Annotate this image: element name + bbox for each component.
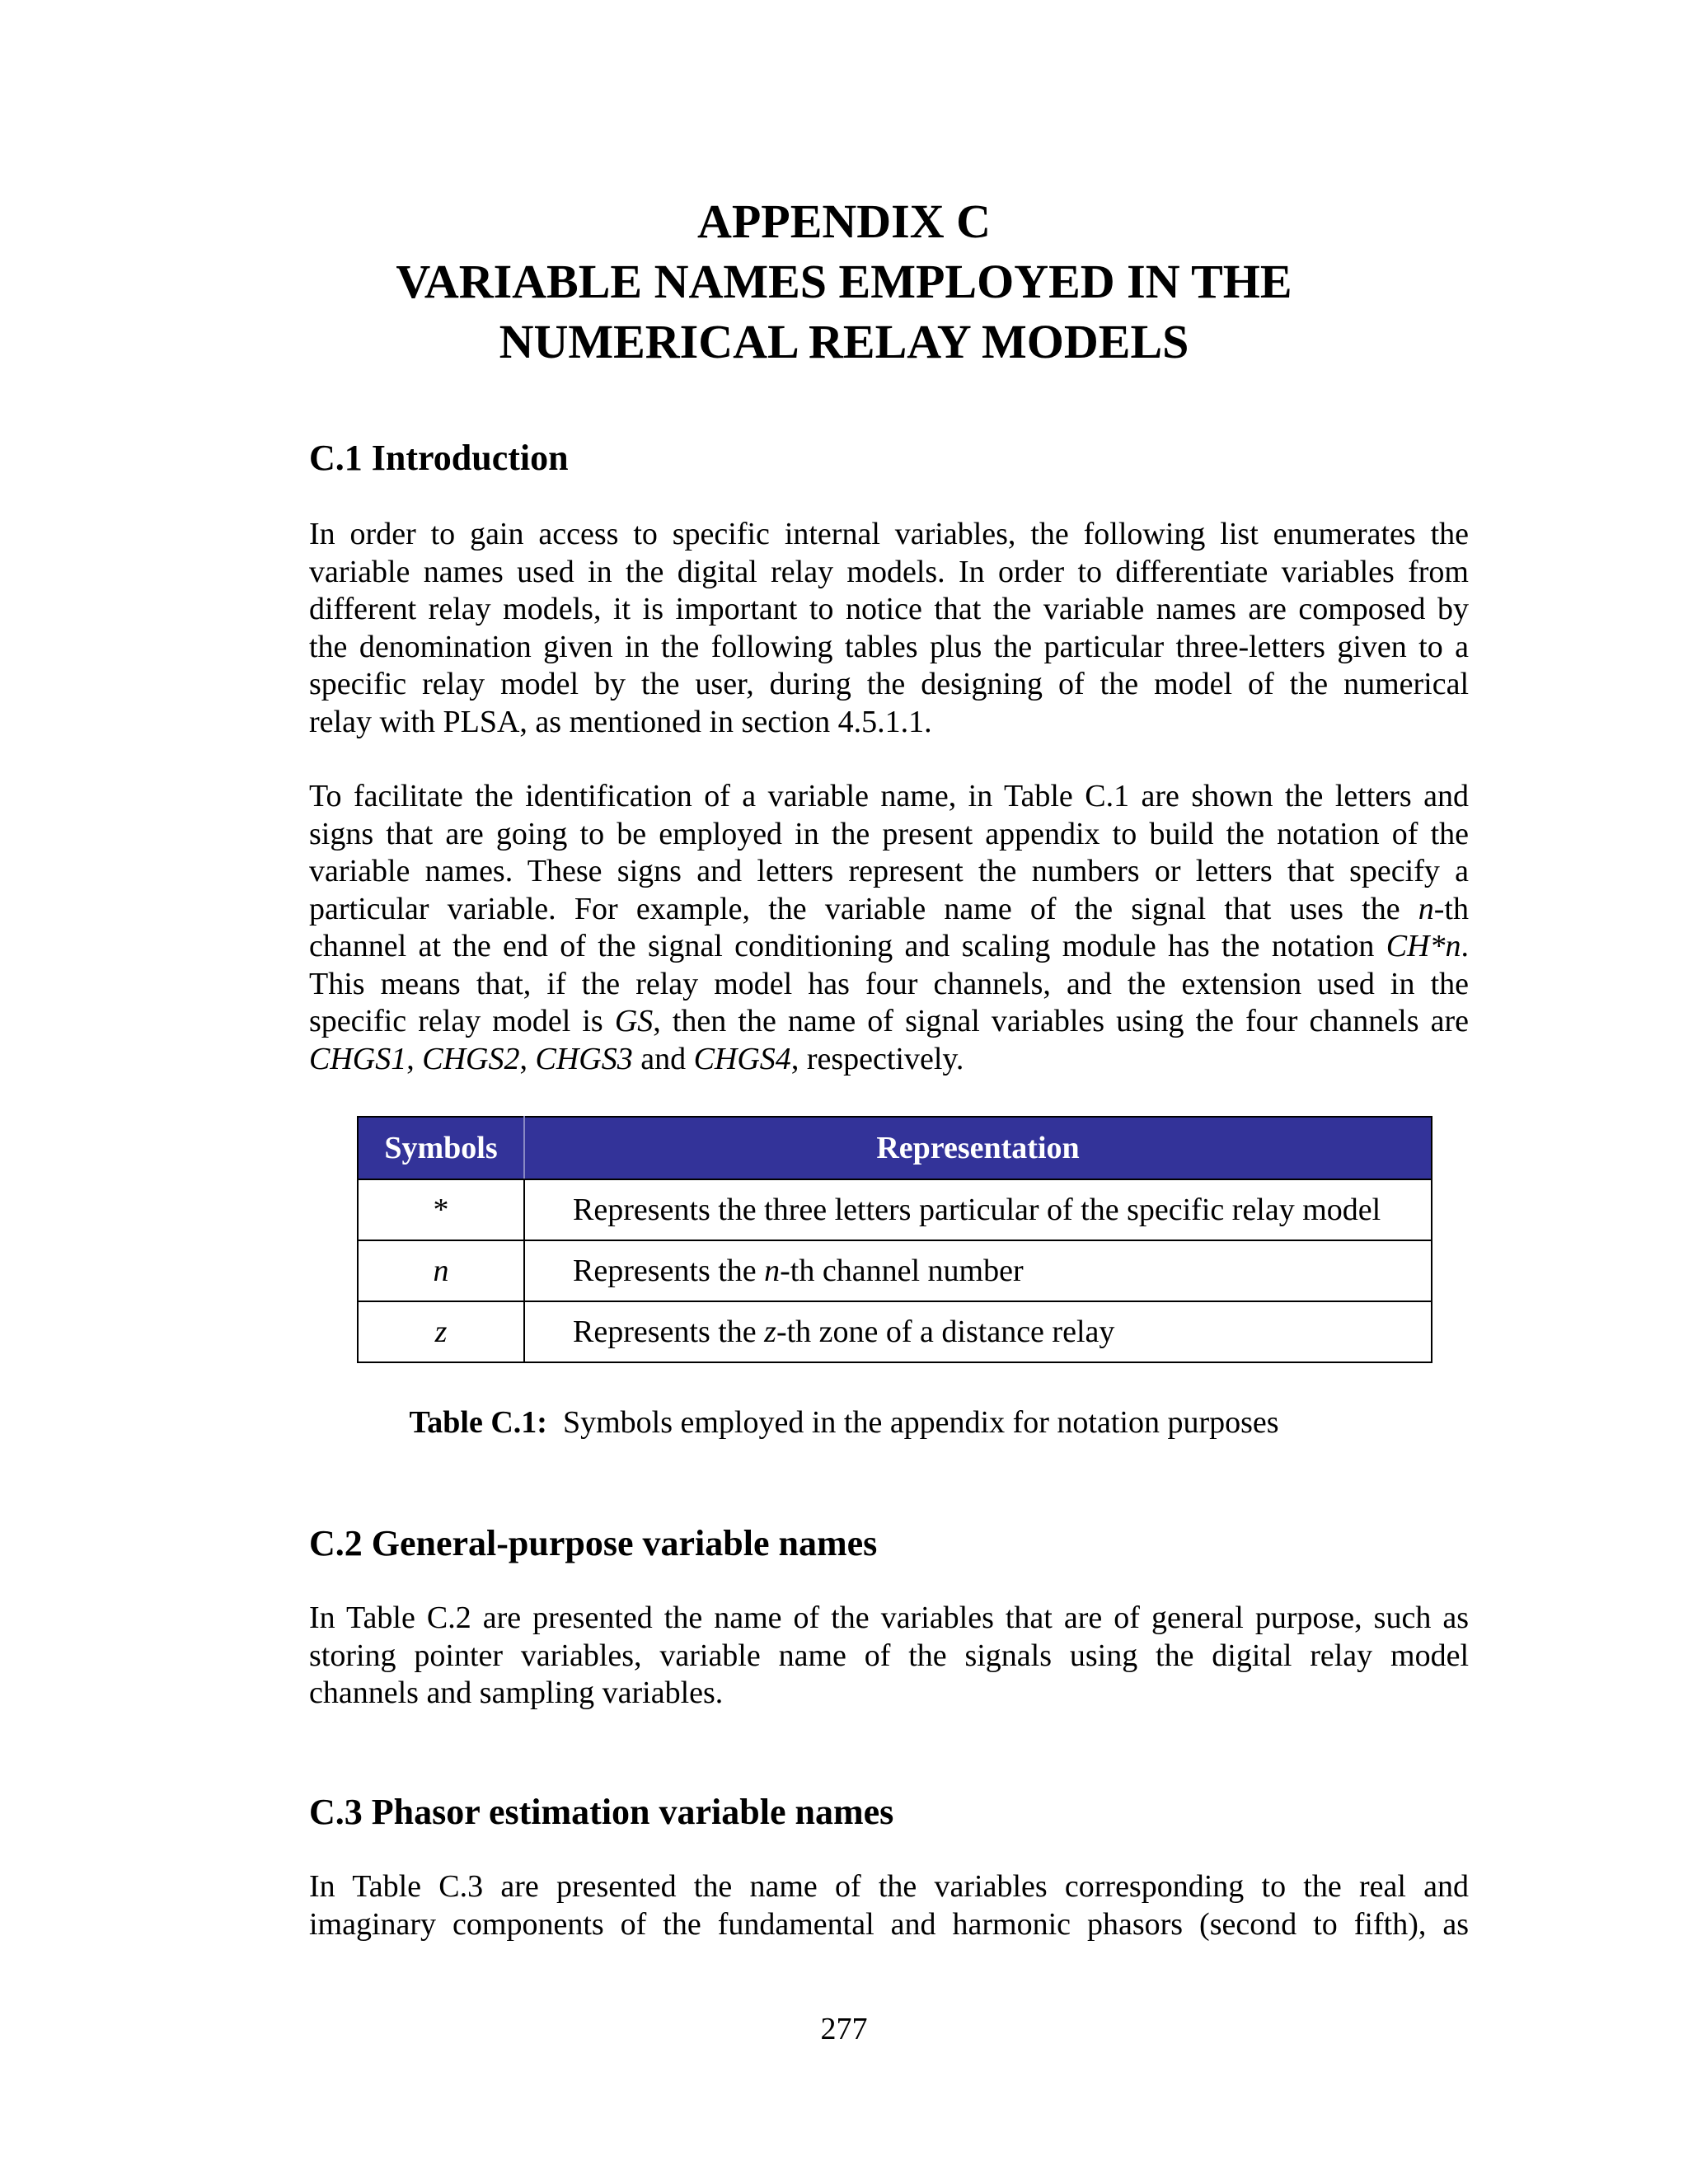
section-c2-heading: C.2 General-purpose variable names	[309, 1523, 878, 1563]
text-run: -th	[1433, 891, 1469, 926]
paragraph-line	[309, 891, 1469, 929]
paragraph-line: This means that, if the relay model has four channels, and the extension used in the	[309, 966, 1469, 1001]
page-number: 277	[820, 2012, 868, 2046]
italic-symbol: z	[434, 1315, 448, 1349]
text-run: .	[1461, 929, 1469, 963]
paragraph-line	[309, 928, 1469, 966]
section-c3-paragraph	[309, 1868, 1469, 1943]
paragraph-line: variable names. These signs and letters represent the numbers or letters that specify a	[309, 854, 1469, 888]
appendix-title	[0, 191, 1688, 372]
text-run: specific relay model is	[309, 1004, 615, 1038]
italic-symbol-n: n	[1418, 891, 1434, 926]
section-c1-heading: C.1 Introduction	[309, 438, 569, 478]
text-run: Represents the	[573, 1254, 765, 1288]
paragraph-line: In Table C.2 are presented the name of the variables that are of general purpose, such as	[309, 1601, 1469, 1635]
text-run: particular variable. For example, the variable name of the signal that uses the	[309, 891, 1418, 926]
text-run: ,	[519, 1041, 536, 1076]
table-caption	[0, 1404, 1688, 1441]
title-line-1: APPENDIX C	[696, 194, 992, 248]
italic-extension: GS	[614, 1004, 654, 1038]
paragraph-line: To facilitate the identification of a variable name, in Table C.1 are shown the letters and	[309, 779, 1469, 813]
section-c3-heading: C.3 Phasor estimation variable names	[309, 1792, 894, 1832]
symbol-cell	[358, 1301, 524, 1362]
header-representation: Representation	[524, 1117, 1432, 1179]
representation-cell	[524, 1240, 1432, 1301]
table-header-row	[358, 1117, 1432, 1179]
paragraph-line: variable names used in the digital relay models. In order to differentiate variables from	[309, 554, 1469, 589]
text-run: , respectively.	[790, 1041, 964, 1076]
text-run: -th channel number	[780, 1254, 1024, 1288]
section-c2-paragraph	[309, 1600, 1469, 1713]
text-run: ,	[406, 1041, 423, 1076]
text-run: channel at the end of the signal conditioning and scaling module has the notation	[309, 929, 1386, 963]
table-row	[358, 1301, 1432, 1362]
text-run: , then the name of signal variables using the four channels are	[653, 1004, 1469, 1038]
paragraph-line: signs that are going to be employed in the present appendix to build the notation of the	[309, 816, 1469, 851]
title-line-3: NUMERICAL RELAY MODELS	[499, 315, 1189, 368]
text-run: Represents the	[573, 1315, 765, 1349]
italic-notation: CH*n	[1386, 929, 1461, 963]
table-row	[358, 1179, 1432, 1240]
paragraph-line	[309, 1003, 1469, 1041]
paragraph-line: relay with PLSA, as mentioned in section 4.5.1.1.	[309, 704, 932, 739]
paragraph-line: channels and sampling variables.	[309, 1675, 724, 1710]
italic-symbol: n	[433, 1254, 449, 1288]
title-line-2: VARIABLE NAMES EMPLOYED IN THE	[396, 255, 1292, 308]
representation-cell	[524, 1301, 1432, 1362]
symbol-cell	[358, 1240, 524, 1301]
symbol-cell: *	[358, 1179, 524, 1240]
text-run: Represents the three letters particular of the specific relay model	[573, 1193, 1381, 1227]
paragraph-line: In order to gain access to specific internal variables, the following list enumerates the	[309, 517, 1469, 551]
italic-symbol: z	[764, 1315, 776, 1349]
table-row	[358, 1240, 1432, 1301]
header-symbols: Symbols	[358, 1117, 524, 1179]
intro-paragraph-2	[309, 778, 1469, 1078]
italic-variable: CHGS4	[693, 1041, 791, 1076]
italic-variable: CHGS2	[422, 1041, 520, 1076]
paragraph-line: different relay models, it is important to notice that the variable names are composed by	[309, 592, 1469, 626]
intro-paragraph-1	[309, 516, 1469, 741]
paragraph-line	[309, 1041, 1469, 1079]
caption-label: Table C.1:	[409, 1405, 547, 1440]
italic-variable: CHGS3	[535, 1041, 633, 1076]
paragraph-line: the denomination given in the following tables plus the particular three-letters given to a	[309, 629, 1469, 664]
italic-variable: CHGS1	[309, 1041, 407, 1076]
paragraph-line: specific relay model by the user, during the designing of the model of the numerical	[309, 667, 1469, 701]
paragraph-line: In Table C.3 are presented the name of the variables corresponding to the real and	[309, 1869, 1469, 1904]
symbols-table	[357, 1116, 1432, 1363]
italic-symbol: n	[764, 1254, 781, 1288]
text-run: and	[632, 1041, 694, 1076]
text-run: -th zone of a distance relay	[776, 1315, 1115, 1349]
paragraph-line: storing pointer variables, variable name of the signals using the digital relay model	[309, 1638, 1469, 1673]
caption-text: Symbols employed in the appendix for notation purposes	[546, 1405, 1279, 1440]
paragraph-line: imaginary components of the fundamental and harmonic phasors (second to fifth), as	[309, 1906, 1469, 1942]
representation-cell	[524, 1179, 1432, 1240]
